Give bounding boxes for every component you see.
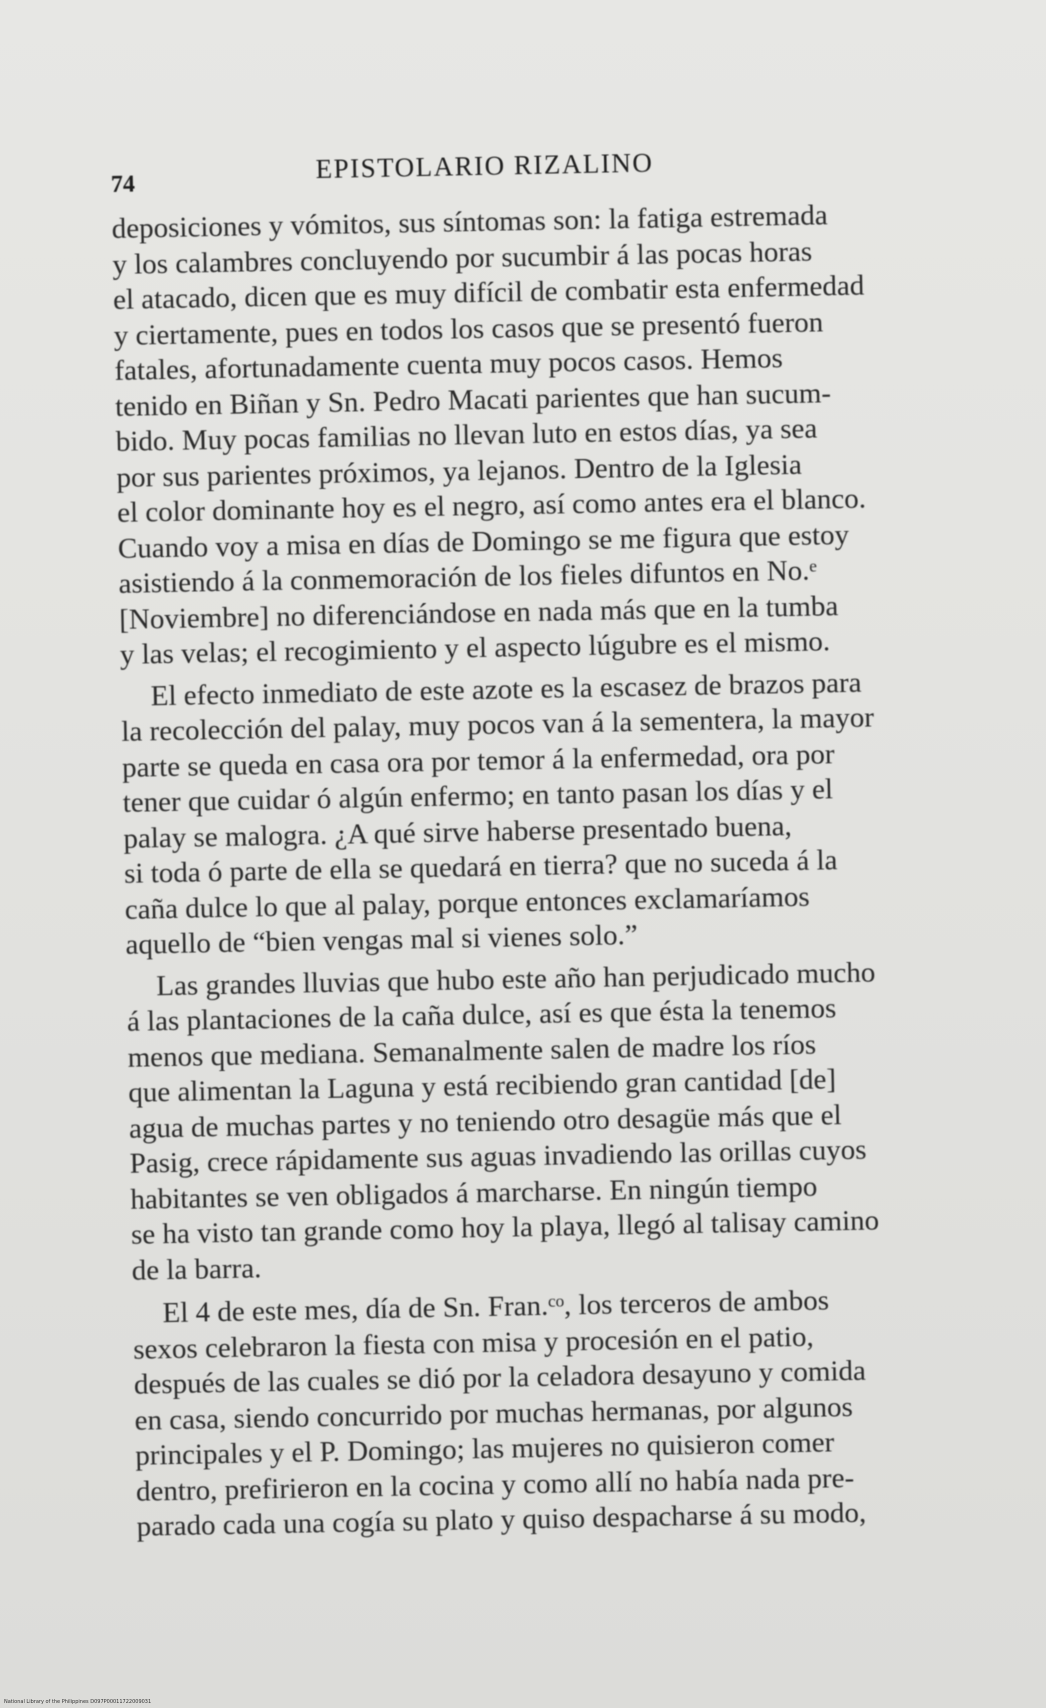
text-line: que alimentan la Laguna y está recibiendo gran cantidad [de] <box>128 1063 837 1109</box>
page-number: 74 <box>110 171 136 198</box>
paragraph-2 <box>120 664 945 964</box>
text-line: dentro, prefirieron en la cocina y como allí no había nada pre- <box>135 1461 855 1508</box>
text-line: se ha visto tan grande como hoy la playa, llegó al talisay camino <box>130 1204 880 1251</box>
text-line: caña dulce lo que al palay, porque entonces exclamaríamos <box>124 880 810 926</box>
running-head: EPISTOLARIO RIZALINO <box>315 147 654 185</box>
text-line: sexos celebraron la fiesta con misa y procesión en el patio, <box>132 1320 814 1366</box>
text-line: fatales, afortunadamente cuenta muy pocos casos. Hemos <box>114 342 784 387</box>
paragraph-3 <box>126 954 952 1289</box>
text-line: el atacado, dicen que es muy difícil de combatir esta enfermedad <box>112 269 865 316</box>
text-line: el color dominante hoy es el negro, así como antes era el blanco. <box>116 482 867 529</box>
text-line: y ciertamente, pues en todos los casos que se presentó fueron <box>113 305 824 352</box>
text-line: menos que mediana. Semanalmente salen de madre los ríos <box>127 1028 817 1074</box>
text-line: á las plantaciones de la caña dulce, así es que ésta la tenemos <box>126 992 837 1038</box>
text-line: deposiciones y vómitos, sus síntomas son: la fatiga estremada <box>111 199 828 245</box>
text-line: la recolección del palay, muy pocos van á la sementera, la mayor <box>121 701 875 748</box>
page-header <box>110 122 931 202</box>
text-line: Pasig, crece rápidamente sus aguas invadiendo las orillas cuyos <box>129 1133 867 1180</box>
text-line: y las velas; el recogimiento y el aspecto lúgubre es el mismo. <box>119 625 831 671</box>
text-line: por sus parientes próximos, ya lejanos. Dentro de la Iglesia <box>116 448 803 494</box>
text-line: habitantes se ven obligados á marcharse. En ningún tiempo <box>130 1170 818 1216</box>
text-line: tener que cuidar ó algún enfermo; en tanto pasan los días y el <box>122 773 834 819</box>
text-line: principales y el P. Domingo; las mujeres no quisieron comer <box>134 1426 835 1472</box>
text-line: El efecto inmediato de este azote es la escasez de brazos para <box>150 666 862 712</box>
text-line: El 4 de este mes, día de Sn. Fran.ᶜᵒ, los terceros de ambos <box>162 1284 830 1330</box>
text-line: agua de muchas partes y no teniendo otro desagüe más que el <box>128 1098 842 1145</box>
text-line: si toda ó parte de ella se quedará en tierra? que no suceda á la <box>123 844 838 890</box>
text-line: parado cada una cogía su plato y quiso despacharse á su modo, <box>136 1496 867 1543</box>
archive-footer-stamp: National Library of the Philippines D097P00011722009031 <box>4 1699 152 1705</box>
text-line: asistiendo á la conmemoración de los fieles difuntos en No.ᵉ <box>118 554 818 600</box>
text-line: Las grandes lluvias que hubo este año han perjudicado mucho <box>155 955 876 1002</box>
text-line: aquello de “bien vengas mal si vienes solo.” <box>125 919 638 961</box>
text-line: palay se malogra. ¿A qué sirve haberse presentado buena, <box>123 809 792 855</box>
text-line: tenido en Biñan y Sn. Pedro Macati parientes que han sucum- <box>114 376 832 423</box>
text-line: y los calambres concluyendo por sucumbir á las pocas horas <box>112 235 813 281</box>
paragraph-1 <box>111 196 940 673</box>
text-line: [Noviembre] no diferenciándose en nada más que en la tumba <box>118 589 839 636</box>
text-line: bido. Muy pocas familias no llevan luto en estos días, ya sea <box>115 412 818 458</box>
text-line: Cuando voy a misa en días de Domingo se me figura que estoy <box>117 518 850 565</box>
text-line: parte se queda en casa ora por temor á la enfermedad, ora por <box>121 737 835 784</box>
text-line: después de las cuales se dió por la celadora desayuno y comida <box>133 1354 867 1401</box>
page-content <box>110 122 957 1545</box>
text-line: de la barra. <box>131 1251 262 1287</box>
paragraph-4 <box>132 1281 957 1545</box>
text-line: en casa, siendo concurrido por muchas hermanas, por algunos <box>134 1390 854 1437</box>
